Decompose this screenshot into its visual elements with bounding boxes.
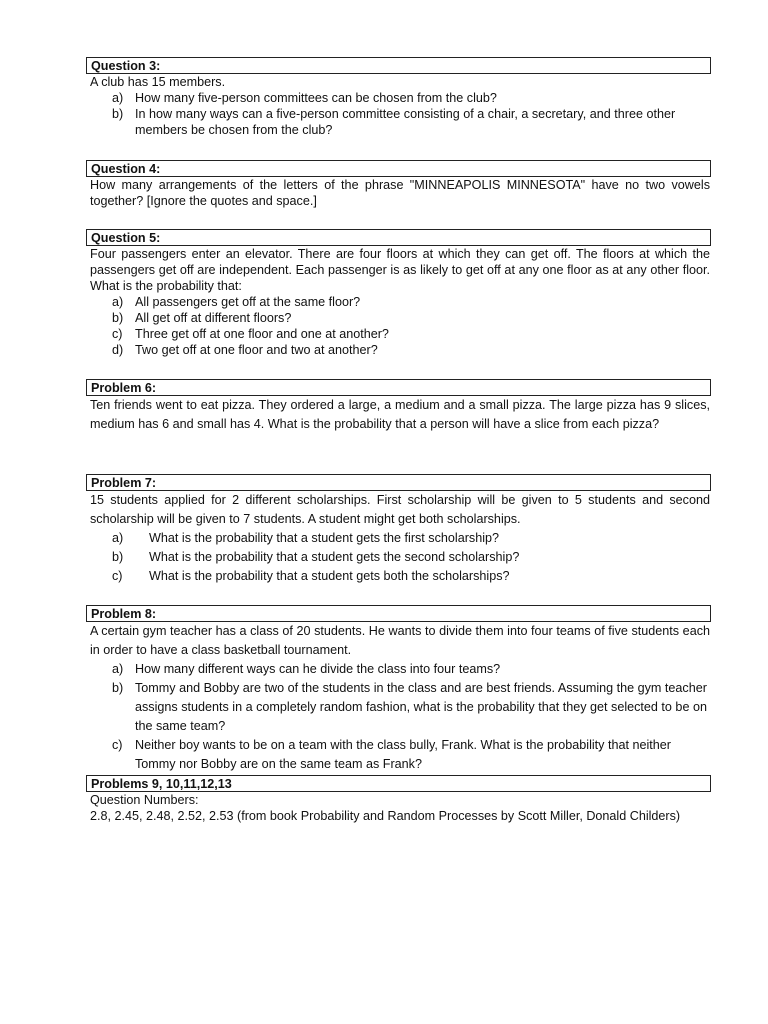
problem-7-intro: 15 students applied for 2 different scholarships. First scholarship will be given to 5 students and second scholarship will be given to 7 students. A student might get both scholarships. bbox=[90, 493, 710, 526]
item-label: a) bbox=[112, 295, 124, 309]
problem-6-header: Problem 6: bbox=[86, 379, 711, 396]
list-item bbox=[90, 342, 710, 358]
item-label: b) bbox=[112, 311, 124, 325]
list-item bbox=[90, 90, 710, 106]
question-4-intro: How many arrangements of the letters of the phrase "MINNEAPOLIS MINNESOTA" have no two vowels together? [Ignore the quotes and space.] bbox=[90, 178, 710, 208]
item-label: c) bbox=[112, 738, 123, 752]
item-text: How many different ways can he divide the class into four teams? bbox=[135, 662, 501, 676]
list-item bbox=[90, 310, 710, 326]
item-label: a) bbox=[112, 662, 124, 676]
question-5-header: Question 5: bbox=[86, 229, 711, 246]
item-text: All get off at different floors? bbox=[135, 311, 292, 325]
problem-8-section bbox=[86, 605, 711, 774]
item-text: How many five-person committees can be chosen from the club? bbox=[135, 91, 497, 105]
problem-6-intro: Ten friends went to eat pizza. They ordered a large, a medium and a small pizza. The large pizza has 9 slices, medium has 6 and small has 4. What is the probability that a person will have a slice from each pizza? bbox=[90, 398, 710, 431]
question-5-section bbox=[86, 229, 711, 358]
list-item bbox=[90, 294, 710, 310]
item-text: All passengers get off at the same floor? bbox=[135, 295, 361, 309]
item-text: In how many ways can a five-person committee consisting of a chair, a secretary, and three other members be chosen from the club? bbox=[135, 107, 676, 137]
problem-8-intro: A certain gym teacher has a class of 20 students. He wants to divide them into four teams of five students each in order to have a class basketball tournament. bbox=[90, 624, 710, 657]
item-text: Two get off at one floor and two at another? bbox=[135, 343, 378, 357]
question-4-section bbox=[86, 160, 711, 209]
item-label: a) bbox=[112, 91, 124, 105]
question-3-section bbox=[86, 57, 711, 138]
question-3-header: Question 3: bbox=[86, 57, 711, 74]
item-text: Neither boy wants to be on a team with the class bully, Frank. What is the probability that neither Tommy nor Bobby are on the same team as Frank? bbox=[135, 738, 671, 771]
item-text: What is the probability that a student gets the second scholarship? bbox=[149, 550, 520, 564]
item-label: a) bbox=[112, 531, 124, 545]
item-label: c) bbox=[112, 327, 123, 341]
item-label: b) bbox=[112, 681, 124, 695]
list-item bbox=[90, 567, 710, 586]
list-item bbox=[90, 106, 710, 138]
list-item bbox=[90, 548, 710, 567]
question-numbers-list: 2.8, 2.45, 2.48, 2.52, 2.53 (from book Probability and Random Processes by Scott Miller, Donald Childers) bbox=[90, 809, 681, 823]
question-4-header: Question 4: bbox=[86, 160, 711, 177]
item-text: Three get off at one floor and one at another? bbox=[135, 327, 389, 341]
list-item bbox=[90, 326, 710, 342]
item-label: b) bbox=[112, 107, 124, 121]
list-item bbox=[90, 660, 710, 679]
item-text: Tommy and Bobby are two of the students in the class and are best friends. Assuming the gym teacher assigns students in a completely random fashion, what is the probability that they get selected to be on the same team? bbox=[135, 681, 707, 733]
problem-6-section bbox=[86, 379, 711, 434]
problems-9-13-header: Problems 9, 10,11,12,13 bbox=[86, 775, 711, 792]
problem-7-header: Problem 7: bbox=[86, 474, 711, 491]
list-item bbox=[90, 679, 710, 736]
question-5-intro: Four passengers enter an elevator. There are four floors at which they can get off. The floors at which the passengers get off are independent. Each passenger is as likely to get off at any one floor as at any other floor. What is the probability that: bbox=[90, 247, 710, 293]
list-item bbox=[90, 736, 710, 774]
item-label: c) bbox=[112, 569, 123, 583]
item-label: b) bbox=[112, 550, 124, 564]
question-3-intro: A club has 15 members. bbox=[90, 75, 226, 89]
problem-8-header: Problem 8: bbox=[86, 605, 711, 622]
item-label: d) bbox=[112, 343, 124, 357]
question-numbers-label: Question Numbers: bbox=[90, 793, 199, 807]
problem-7-section bbox=[86, 474, 711, 586]
item-text: What is the probability that a student gets the first scholarship? bbox=[149, 531, 500, 545]
list-item bbox=[90, 529, 710, 548]
problems-9-13-section bbox=[86, 775, 711, 824]
item-text: What is the probability that a student gets both the scholarships? bbox=[149, 569, 510, 583]
